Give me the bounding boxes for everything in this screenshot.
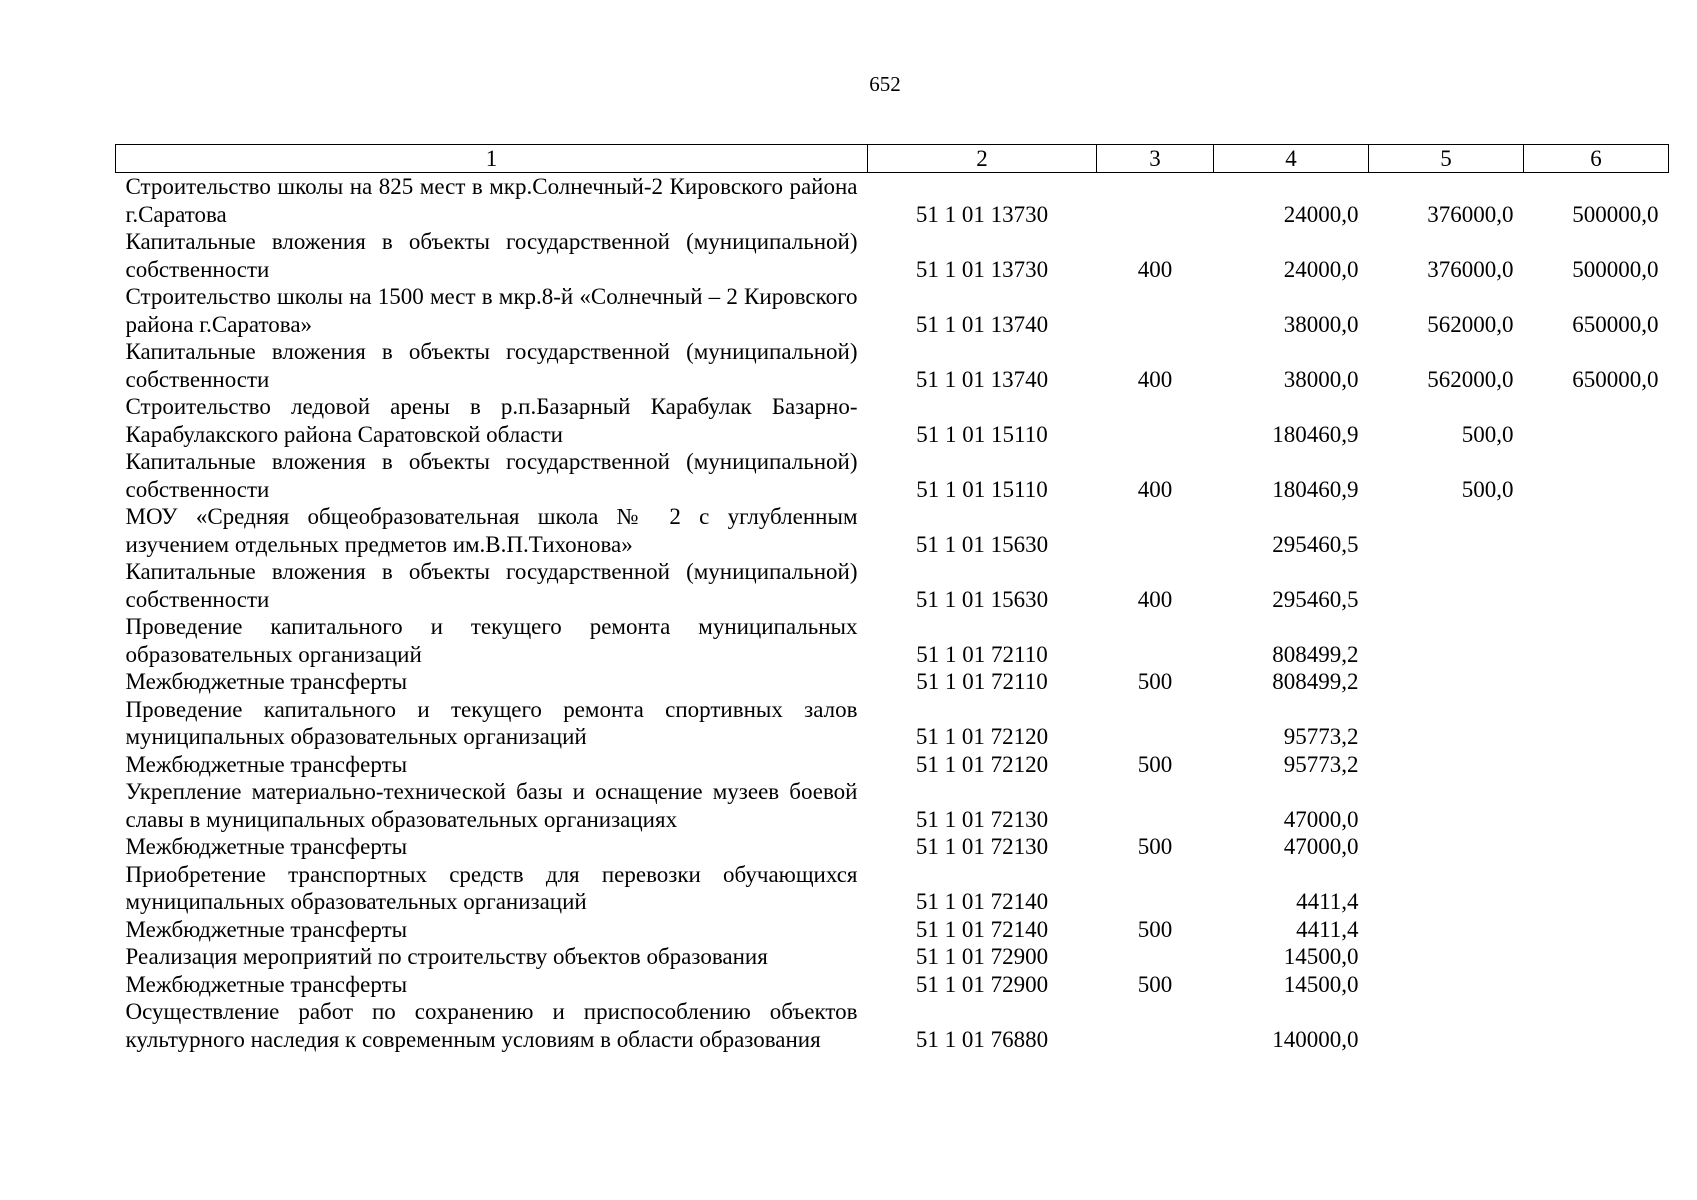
amount-col-5: [1369, 943, 1524, 971]
table-row: [116, 971, 1669, 999]
item-name: Капитальные вложения в объекты государственной (муниципальной) собственности: [125, 229, 858, 282]
amount-col-5: [1369, 916, 1524, 944]
amount-col-6: [1524, 998, 1669, 1053]
table-row: [116, 696, 1669, 751]
expense-type: 400: [1137, 586, 1173, 612]
table-body: [116, 173, 1669, 1054]
item-name: Межбюджетные трансферты: [125, 834, 408, 859]
amount-col-6: [1524, 696, 1669, 751]
amount-col-5: [1369, 971, 1524, 999]
amount-col-6: 650000,0: [1572, 366, 1659, 392]
expense-type: 500: [1137, 916, 1173, 942]
item-name: Проведение капитального и текущего ремонта спортивных залов муниципальных образовательных организаций: [125, 696, 858, 749]
amount-col-4: 14500,0: [1283, 944, 1359, 969]
expense-type: 400: [1137, 476, 1173, 502]
amount-col-5: 562000,0: [1427, 311, 1514, 337]
item-name: Строительство школы на 1500 мест в мкр.8-й «Солнечный – 2 Кировского района г.Саратова»: [125, 284, 858, 337]
expense-type: [1097, 998, 1214, 1053]
budget-code: 51 1 01 15110: [916, 476, 1048, 502]
amount-col-6: [1524, 971, 1669, 999]
amount-col-4: 140000,0: [1272, 1026, 1359, 1052]
item-name: Проведение капитального и текущего ремонта муниципальных образовательных организаций: [125, 614, 858, 667]
table-row: [116, 338, 1669, 393]
expense-type: [1097, 696, 1214, 751]
budget-code: 51 1 01 72900: [915, 971, 1049, 997]
amount-col-6: [1524, 393, 1669, 448]
header-col-1: 1: [116, 145, 868, 173]
item-name: Межбюджетные трансферты: [125, 916, 408, 942]
budget-code: 51 1 01 72900: [915, 944, 1049, 969]
expense-type: 500: [1137, 834, 1173, 859]
item-name: Строительство ледовой арены в р.п.Базарный Карабулак Базарно-Карабулакского района Саратовской области: [125, 394, 858, 447]
budget-code: 51 1 01 13730: [915, 256, 1049, 282]
amount-col-6: [1524, 861, 1669, 916]
expense-type: 500: [1137, 751, 1173, 777]
table-row: [116, 751, 1669, 779]
table-row: [116, 173, 1669, 229]
amount-col-6: 500000,0: [1572, 201, 1659, 227]
amount-col-6: [1524, 448, 1669, 503]
item-name: Капитальные вложения в объекты государственной (муниципальной) собственности: [125, 339, 858, 392]
item-name: Строительство школы на 825 мест в мкр.Солнечный-2 Кировского района г.Саратова: [125, 174, 858, 227]
item-name: Межбюджетные трансферты: [125, 751, 408, 777]
item-name: Межбюджетные трансферты: [125, 669, 408, 694]
item-name: Приобретение транспортных средств для перевозки обучающихся муниципальных образовательных организаций: [125, 861, 858, 914]
header-col-3: 3: [1097, 145, 1214, 173]
amount-col-5: 376000,0: [1427, 201, 1514, 227]
budget-code: 51 1 01 72140: [915, 889, 1049, 914]
amount-col-6: 650000,0: [1572, 311, 1659, 337]
table-row: [116, 861, 1669, 916]
item-name: МОУ «Средняя общеобразовательная школа № 2 с углубленным изучением отдельных предметов им.В.П.Тихонова»: [125, 504, 858, 557]
amount-col-4: 24000,0: [1283, 256, 1359, 282]
amount-col-4: 14500,0: [1283, 971, 1359, 997]
amount-col-5: 500,0: [1461, 476, 1514, 502]
budget-code: 51 1 01 72130: [915, 834, 1049, 859]
expense-type: [1097, 613, 1214, 668]
table-row: [116, 833, 1669, 861]
expense-type: [1097, 393, 1214, 448]
expense-type: [1097, 943, 1214, 971]
table-row: [116, 668, 1669, 696]
item-name: Капитальные вложения в объекты государственной (муниципальной) собственности: [125, 449, 858, 502]
amount-col-4: 38000,0: [1283, 311, 1359, 337]
expense-type: 500: [1137, 971, 1173, 997]
budget-code: 51 1 01 72120: [915, 751, 1049, 777]
amount-col-5: [1369, 778, 1524, 833]
amount-col-4: 24000,0: [1283, 201, 1359, 227]
item-name: Реализация мероприятий по строительству объектов образования: [125, 944, 768, 969]
budget-code: 51 1 01 15110: [916, 421, 1048, 447]
amount-col-6: [1524, 558, 1669, 613]
amount-col-6: [1524, 916, 1669, 944]
expense-type: 500: [1137, 669, 1173, 694]
amount-col-5: [1369, 751, 1524, 779]
amount-col-4: 4411,4: [1296, 889, 1359, 914]
amount-col-5: [1369, 558, 1524, 613]
table-row: [116, 778, 1669, 833]
table-row: [116, 503, 1669, 558]
amount-col-6: [1524, 943, 1669, 971]
budget-table: [115, 144, 1669, 1053]
budget-code: 51 1 01 13740: [915, 366, 1049, 392]
amount-col-4: 180460,9: [1272, 476, 1359, 502]
budget-code: 51 1 01 15630: [915, 531, 1049, 557]
item-name: Капитальные вложения в объекты государственной (муниципальной) собственности: [125, 559, 858, 612]
table-row: [116, 558, 1669, 613]
amount-col-4: 180460,9: [1272, 421, 1359, 447]
amount-col-6: [1524, 503, 1669, 558]
expense-type: [1097, 173, 1214, 229]
expense-type: 400: [1137, 256, 1173, 282]
amount-col-5: [1369, 503, 1524, 558]
page-number: 652: [869, 72, 901, 96]
expense-type: 400: [1137, 366, 1173, 392]
amount-col-5: [1369, 668, 1524, 696]
amount-col-6: [1524, 833, 1669, 861]
budget-code: 51 1 01 72130: [915, 806, 1049, 832]
amount-col-5: 562000,0: [1427, 366, 1514, 392]
expense-type: [1097, 861, 1214, 916]
table-row: [116, 998, 1669, 1053]
budget-code: 51 1 01 72120: [915, 724, 1049, 749]
amount-col-6: [1524, 751, 1669, 779]
budget-code: 51 1 01 72140: [915, 916, 1049, 942]
amount-col-6: [1524, 613, 1669, 668]
table-header: [116, 145, 1669, 173]
amount-col-5: [1369, 613, 1524, 668]
amount-col-5: 500,0: [1461, 421, 1514, 447]
table-row: [116, 943, 1669, 971]
item-name: Укрепление материально-технической базы и оснащение музеев боевой славы в муниципальных образовательных организациях: [125, 779, 858, 832]
amount-col-4: 47000,0: [1283, 834, 1359, 859]
amount-col-4: 295460,5: [1272, 531, 1359, 557]
amount-col-4: 808499,2: [1272, 669, 1359, 694]
amount-col-5: [1369, 833, 1524, 861]
table-row: [116, 283, 1669, 338]
expense-type: [1097, 778, 1214, 833]
amount-col-6: 500000,0: [1572, 256, 1659, 282]
amount-col-4: 808499,2: [1272, 641, 1359, 667]
header-row: [116, 145, 1669, 173]
amount-col-5: [1369, 998, 1524, 1053]
budget-code: 51 1 01 13740: [915, 311, 1049, 337]
item-name: Межбюджетные трансферты: [125, 971, 408, 997]
header-col-2: 2: [868, 145, 1097, 173]
amount-col-5: 376000,0: [1427, 256, 1514, 282]
table-row: [116, 448, 1669, 503]
table-row: [116, 228, 1669, 283]
amount-col-6: [1524, 668, 1669, 696]
header-col-4: 4: [1214, 145, 1369, 173]
amount-col-4: 95773,2: [1283, 751, 1359, 777]
amount-col-4: 95773,2: [1283, 724, 1359, 749]
amount-col-6: [1524, 778, 1669, 833]
amount-col-5: [1369, 696, 1524, 751]
budget-code: 51 1 01 76880: [915, 1026, 1049, 1052]
table-row: [116, 613, 1669, 668]
header-col-6: 6: [1524, 145, 1669, 173]
amount-col-4: 38000,0: [1283, 366, 1359, 392]
budget-code: 51 1 01 15630: [915, 586, 1049, 612]
expense-type: [1097, 283, 1214, 338]
amount-col-4: 4411,4: [1296, 916, 1359, 942]
amount-col-5: [1369, 861, 1524, 916]
budget-code: 51 1 01 13730: [915, 201, 1049, 227]
budget-code: 51 1 01 72110: [916, 641, 1048, 667]
amount-col-4: 47000,0: [1283, 806, 1359, 832]
table-row: [116, 916, 1669, 944]
expense-type: [1097, 503, 1214, 558]
header-col-5: 5: [1369, 145, 1524, 173]
amount-col-4: 295460,5: [1272, 586, 1359, 612]
table-row: [116, 393, 1669, 448]
item-name: Осуществление работ по сохранению и приспособлению объектов культурного наследия к современным условиям в области образования: [125, 999, 858, 1052]
budget-code: 51 1 01 72110: [916, 669, 1048, 694]
